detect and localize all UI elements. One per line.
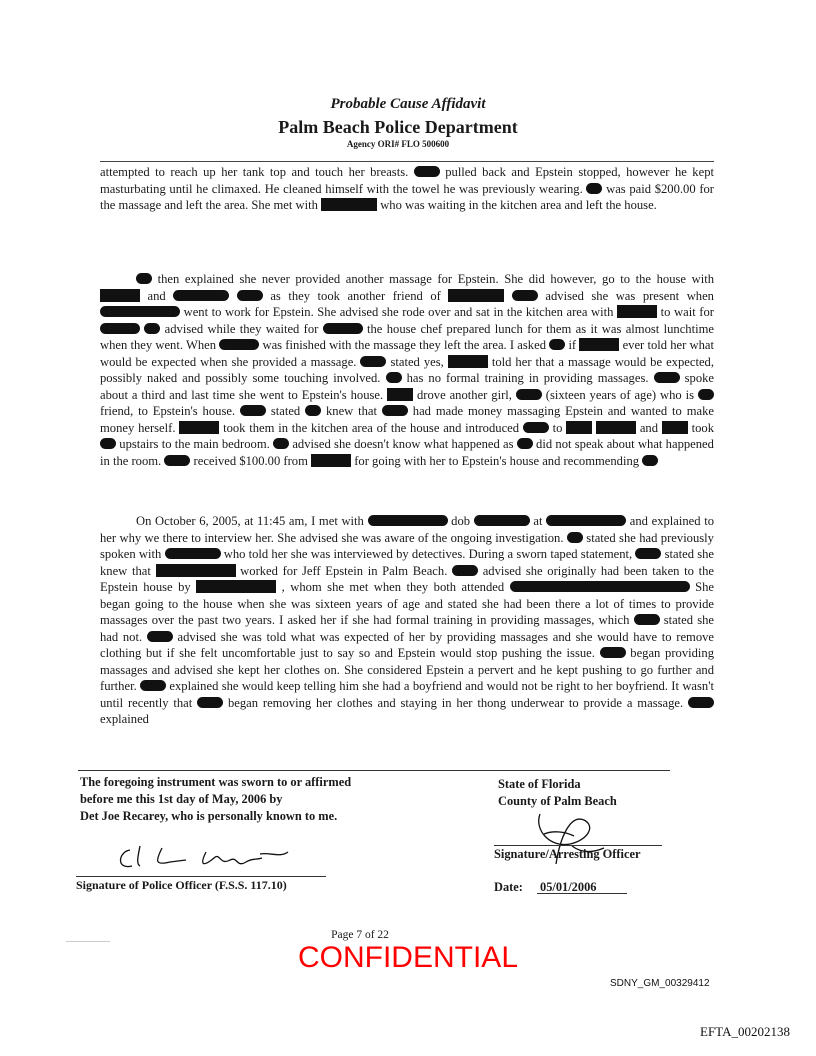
redaction-box (579, 338, 619, 351)
text-run: (sixteen years of age) who is (545, 387, 695, 402)
county-name: County of Palm Beach (498, 794, 617, 808)
text-run: for going with her to Epstein's house and recommending (354, 453, 640, 468)
department-name: Palm Beach Police Department (278, 117, 518, 137)
text-run: pulled back and Epstein stopped, however he kept masturbating until he climaxed. He cleaned himself with the towel he was previously wearing. (100, 165, 714, 196)
redaction-mark (100, 438, 116, 449)
text-run: advised she was present when (545, 288, 714, 303)
redaction-mark (642, 455, 658, 466)
text-run: if (568, 338, 577, 352)
text-run: spoke about a third and last time she went to Epstein's house. (100, 371, 715, 402)
text-run: On October 6, 2005, at 11:45 am, I met with (136, 514, 364, 528)
signature-section-rule (78, 770, 670, 771)
redaction-mark (523, 422, 549, 433)
redaction-mark (219, 339, 259, 350)
redaction-mark (517, 438, 533, 449)
text-run: took (691, 420, 714, 435)
redaction-mark (586, 183, 602, 194)
text-run: received $100.00 from (193, 453, 308, 468)
text-run: to wait for (660, 305, 714, 319)
text-run: attempted to reach up her tank top and touch her breasts. (100, 165, 409, 179)
redaction-box (566, 421, 592, 434)
redaction-mark (688, 697, 714, 708)
redaction-box (311, 454, 351, 467)
redaction-mark (197, 697, 223, 708)
redaction-mark (600, 647, 626, 658)
redaction-mark (512, 290, 538, 301)
text-run: advised while they waited for (164, 321, 319, 336)
header-rule (100, 161, 714, 162)
text-run: stated she had not. (100, 613, 714, 644)
text-run: to (552, 420, 563, 435)
text-run: took them in the kitchen area of the house and introduced (223, 420, 520, 435)
text-run: told her that a massage would be expected, possibly naked and possibly some touching involved. (100, 354, 714, 385)
redaction-mark (100, 323, 140, 334)
text-run: began removing her clothes and staying in her thong underwear to provide a massage. (227, 695, 684, 710)
redaction-mark (173, 290, 229, 301)
redaction-mark (165, 548, 221, 559)
narrative-paragraph-2 (100, 271, 714, 469)
text-run: explained (100, 712, 149, 726)
bates-number-efta: EFTA_00202138 (700, 1024, 790, 1039)
text-run: had made money massaging Epstein and wanted to make money herself. (100, 404, 714, 435)
police-officer-signature-label: Signature of Police Officer (F.S.S. 117.10) (76, 878, 287, 892)
text-run: advised she doesn't know what happened as (292, 437, 514, 451)
redaction-mark (100, 306, 180, 317)
date-line (537, 893, 627, 894)
text-run: and explained to her why we there to interview her. She advised she was aware of the ongoing investigation. (100, 514, 715, 545)
redaction-mark (698, 389, 714, 400)
text-run: and (639, 420, 659, 435)
oath-line-1: The foregoing instrument was sworn to or affirmed (80, 775, 352, 789)
arresting-officer-signature-line (494, 845, 662, 846)
page-number: Page 7 of 22 (331, 929, 389, 941)
oath-line-3: Det Joe Recarey, who is personally known to me. (80, 809, 338, 823)
text-run: was paid $200.00 for the massage and left the area. She met with (100, 181, 714, 212)
text-run: at (533, 514, 543, 528)
redaction-box (448, 355, 488, 368)
narrative-paragraph-1 (100, 164, 714, 214)
redaction-mark (516, 389, 542, 400)
redaction-mark (273, 438, 289, 449)
agency-number: FLO 500600 (401, 139, 450, 149)
redaction-box (596, 421, 636, 434)
text-run: worked for Jeff Epstein in Palm Beach. (240, 563, 448, 578)
text-run: stated (270, 404, 301, 418)
redaction-mark (474, 515, 530, 526)
text-run: did not speak about what happened in the room. (100, 437, 714, 468)
redaction-box (196, 580, 276, 593)
text-run: upstairs to the main bedroom. (119, 437, 270, 451)
redaction-mark (635, 548, 661, 559)
police-officer-signature-line (76, 876, 326, 877)
text-run: began providing massages and advised she kept her clothes on. She considered Epstein a pervert and he kept pushing to go further and further. (100, 646, 714, 693)
affidavit-title: Probable Cause Affidavit (330, 96, 486, 112)
text-run: advised she was told what was expected of her by providing massages and she would have to remove clothing but if she felt uncomfortable just to say so and Epstein would stop pushing the issue. (100, 629, 715, 660)
date-label: Date: (494, 880, 523, 894)
text-run: the house chef prepared lunch for them as it was almost lunchtime when they went. When (100, 321, 714, 352)
oath-statement (80, 774, 410, 825)
text-run: has no formal training in providing massages. (406, 371, 649, 385)
jurisdiction (498, 776, 698, 810)
redaction-mark (144, 323, 160, 334)
bates-number-sdny: SDNY_GM_00329412 (610, 978, 710, 989)
redaction-mark (382, 405, 408, 416)
redaction-mark (414, 166, 440, 177)
redaction-box (662, 421, 688, 434)
state-name: State of Florida (498, 777, 581, 791)
redaction-mark (237, 290, 263, 301)
redaction-mark (240, 405, 266, 416)
text-run: explained she would keep telling him she had a boyfriend and would not be right to her boyfriend. It wasn't until recently that (100, 679, 714, 710)
text-run: who was waiting in the kitchen area and left the house. (380, 198, 657, 212)
text-run: She began going to the house when she was sixteen years of age and stated she had been there a lot of times to provide massages over the past two years. I asked her if she had formal training in providing massages, which (100, 580, 714, 627)
text-run: stated she knew that (100, 547, 715, 578)
text-run: was finished with the massage they left the area. I asked (262, 338, 546, 352)
text-run: advised she originally had been taken to the Epstein house by (100, 563, 714, 594)
redaction-mark (140, 680, 166, 691)
text-run: then explained she never provided another massage for Epstein. She did however, go to the house with (157, 272, 714, 286)
agency-ori (0, 139, 796, 149)
text-run: stated yes, (390, 354, 444, 369)
date-value: 05/01/2006 (540, 880, 597, 894)
text-run: and (147, 288, 166, 303)
agency-label: Agency ORI# (346, 139, 400, 149)
text-run: drove another girl, (417, 387, 512, 402)
text-run: friend, to Epstein's house. (100, 404, 236, 418)
redaction-mark (164, 455, 190, 466)
redaction-box (617, 305, 657, 318)
text-run: as they took another friend of (270, 288, 441, 303)
redaction-mark (323, 323, 363, 334)
arresting-officer-signature-label: Signature/Arresting Officer (494, 847, 641, 861)
text-run: knew that (325, 404, 378, 418)
redaction-mark (452, 565, 478, 576)
text-run: dob (451, 514, 471, 528)
text-run: stated she had previously spoken with (100, 530, 714, 561)
text-run: ever told her what would be expected when she provided a massage. (100, 338, 715, 369)
redaction-box (387, 388, 413, 401)
text-run: who told her she was interviewed by detectives. During a sworn taped statement, (223, 547, 633, 561)
police-officer-signature (110, 836, 310, 876)
redaction-mark (386, 372, 402, 383)
redaction-box (179, 421, 219, 434)
redaction-box (156, 564, 236, 577)
text-run: , whom she met when they both attended (281, 580, 505, 594)
redaction-mark (510, 581, 690, 592)
redaction-mark (147, 631, 173, 642)
redaction-mark (546, 515, 626, 526)
redaction-mark (360, 356, 386, 367)
redaction-mark (549, 339, 565, 350)
redaction-mark (368, 515, 448, 526)
redaction-box (321, 198, 377, 211)
text-run: went to work for Epstein. She advised she rode over and sat in the kitchen area with (183, 305, 614, 319)
redaction-mark (305, 405, 321, 416)
redaction-mark (654, 372, 680, 383)
redaction-box (100, 289, 140, 302)
narrative-paragraph-3 (100, 513, 714, 728)
redaction-mark (567, 532, 583, 543)
redaction-mark (136, 273, 152, 284)
oath-line-2: before me this 1st day of May, 2006 by (80, 792, 283, 806)
redaction-box (448, 289, 504, 302)
confidential-stamp: CONFIDENTIAL (297, 941, 519, 974)
redaction-mark (634, 614, 660, 625)
